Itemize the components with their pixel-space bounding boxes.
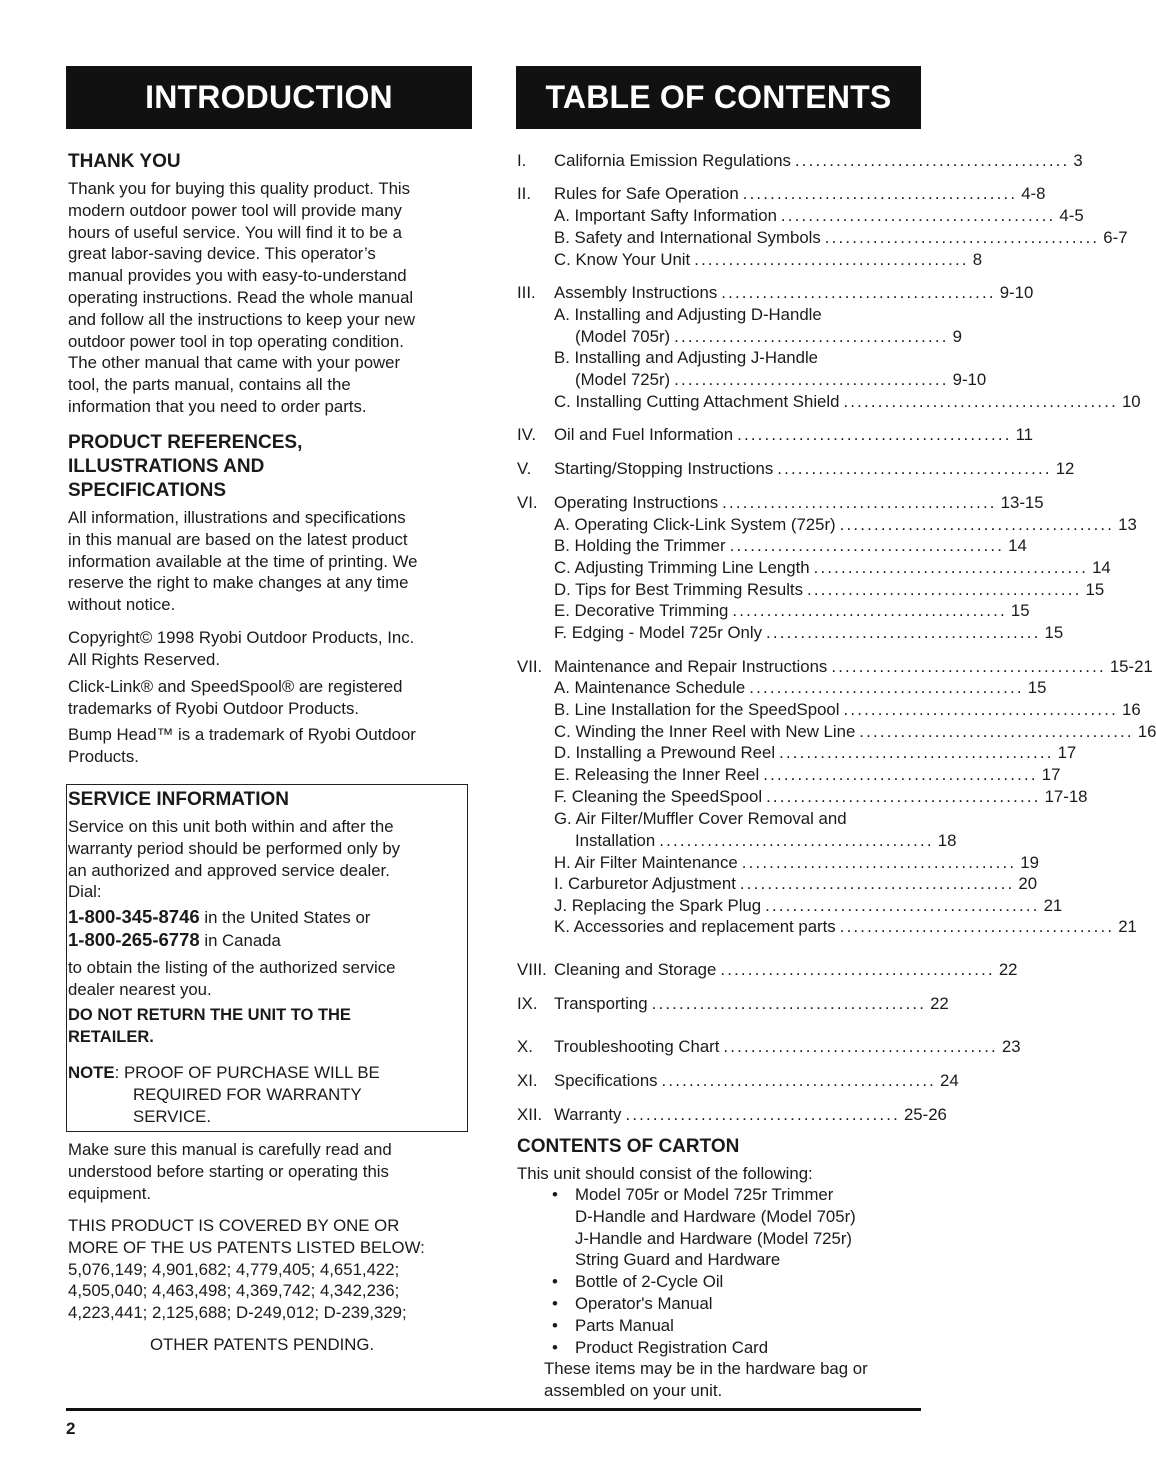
- toc-entry-page: 20: [1018, 874, 1038, 893]
- toc-entry-page: 9: [952, 327, 962, 346]
- toc-entry-title-row: [554, 873, 1038, 895]
- carton-item-text: Parts Manual: [575, 1315, 674, 1335]
- text-line: outdoor power tool in top operating condition.: [68, 331, 404, 351]
- toc-entry-title-row: [554, 304, 917, 326]
- toc-leader-dots: ........................................: [780, 206, 1056, 225]
- toc-entry-title-row: [554, 424, 1034, 446]
- toc-entry-title: K. Accessories and replacement parts: [554, 917, 836, 936]
- text-line: understood before starting or operating this: [68, 1161, 389, 1181]
- phone-canada-suffix: in Canada: [199, 930, 281, 950]
- toc-entry-title: Specifications: [554, 1071, 658, 1090]
- toc-entry-page: 13-15: [1000, 493, 1044, 512]
- toc-entry-page: 16: [1121, 700, 1141, 719]
- introduction-banner: INTRODUCTION: [66, 66, 472, 129]
- carton-item: [552, 1315, 674, 1337]
- toc-entry-title-row: [554, 721, 1156, 743]
- note-text: : PROOF OF PURCHASE WILL BE: [114, 1063, 380, 1082]
- text-line: assembled on your unit.: [544, 1380, 723, 1400]
- carton-item-text: J-Handle and Hardware (Model 725r): [575, 1228, 853, 1248]
- toc-leader-dots: ........................................: [806, 580, 1082, 599]
- note-label: NOTE: [68, 1063, 115, 1082]
- text-line: and follow all the instructions to keep your new: [68, 309, 416, 329]
- toc-entry-title-row: [554, 959, 1018, 981]
- toc-leader-dots: ........................................: [843, 392, 1118, 411]
- text-line: RETAILER.: [68, 1027, 154, 1046]
- text-line: Bump Head™ is a trademark of Ryobi Outdoor: [68, 725, 416, 744]
- text-line: 4,505,040; 4,463,498; 4,369,742; 4,342,236;: [68, 1281, 400, 1301]
- text-line: great labor-saving device. This operator’s: [68, 244, 376, 264]
- toc-entry-page: 3: [1073, 151, 1083, 170]
- toc-entry-title-row: [554, 557, 1111, 579]
- toc-entry-title-row: [575, 326, 962, 348]
- carton-item: [552, 1228, 852, 1250]
- toc-entry-title-row: [554, 227, 1128, 249]
- text-line: information that you need to order parts.: [68, 396, 367, 416]
- footer-divider: [66, 1408, 921, 1411]
- toc-leader-dots: ........................................: [739, 874, 1015, 893]
- phone-number-us: 1-800-345-8746: [68, 906, 200, 927]
- toc-leader-dots: ........................................: [722, 493, 997, 512]
- toc-leader-dots: ........................................: [766, 623, 1041, 642]
- toc-entry-title-row: [554, 1036, 1021, 1058]
- toc-entry-title-row: [554, 1070, 959, 1092]
- toc-entry-title-row: [575, 369, 987, 391]
- toc-entry-title-row: [554, 742, 1077, 764]
- toc-entry-title-row: [554, 492, 1044, 514]
- toc-entry-page: 9-10: [999, 283, 1034, 302]
- heading-line: ILLUSTRATIONS AND: [68, 456, 265, 477]
- toc-leader-dots: ........................................: [721, 283, 996, 302]
- text-line: 4,223,441; 2,125,688; D-249,012; D-239,329;: [68, 1303, 407, 1323]
- thank-you-heading: THANK YOU: [68, 151, 181, 172]
- toc-entry-title: E. Decorative Trimming: [554, 601, 729, 620]
- toc-entry-title-row: [554, 852, 1039, 874]
- toc-entry-title-row: [554, 1104, 947, 1126]
- toc-entry-number: VI.: [517, 493, 538, 512]
- toc-entry-title-row: [554, 150, 1083, 172]
- toc-entry-number: IX.: [517, 994, 538, 1013]
- heading-line: SPECIFICATIONS: [68, 480, 226, 501]
- toc-entry-title-row: [554, 535, 1027, 557]
- toc-entry-page: 14: [1008, 536, 1027, 555]
- toc-entry-page: 23: [1001, 1037, 1021, 1056]
- toc-entry-title: J. Replacing the Spark Plug: [554, 896, 762, 915]
- toc-leader-dots: ........................................: [839, 917, 1115, 936]
- toc-entry-title-row: [554, 808, 917, 830]
- toc-entry-number: XII.: [517, 1105, 543, 1124]
- carton-item-text: Model 705r or Model 725r Trimmer: [575, 1185, 834, 1204]
- toc-entry-title: D. Installing a Prewound Reel: [554, 743, 776, 762]
- toc-entry-title: F. Cleaning the SpeedSpool: [554, 787, 763, 806]
- note-line: REQUIRED FOR WARRANTY: [133, 1084, 362, 1104]
- toc-entry-title: G. Air Filter/Muffler Cover Removal and: [554, 809, 847, 828]
- toc-entry-page: 4-8: [1021, 184, 1046, 203]
- text-line: Dial:: [68, 882, 102, 902]
- text-line: tool, the parts manual, contains all the: [68, 375, 351, 395]
- text-line: Copyright© 1998 Ryobi Outdoor Products, Inc.: [68, 628, 415, 647]
- toc-entry-title: Oil and Fuel Information: [554, 425, 734, 444]
- note-line: SERVICE.: [133, 1106, 212, 1126]
- toc-entry-title: A. Important Safty Information: [554, 206, 777, 225]
- toc-list: [517, 0, 1156, 1140]
- toc-entry-title: A. Maintenance Schedule: [554, 678, 746, 697]
- toc-entry-page: 15: [1085, 580, 1105, 599]
- make-sure-text: [68, 1139, 468, 1204]
- toc-entry-number: VIII.: [517, 960, 547, 979]
- toc-entry-title: California Emission Regulations: [554, 151, 791, 170]
- text-line: warranty period should be performed only by: [68, 838, 401, 858]
- toc-entry-title: I. Carburetor Adjustment: [554, 874, 736, 893]
- bullet-icon: •: [552, 1315, 558, 1335]
- text-line: trademarks of Ryobi Outdoor Products.: [68, 698, 360, 718]
- text-line: Click-Link® and SpeedSpool® are registered: [68, 677, 403, 696]
- bump-head-trademark-text: [68, 724, 468, 768]
- toc-entry-title-row: [554, 699, 1141, 721]
- text-line: MORE OF THE US PATENTS LISTED BELOW:: [68, 1237, 425, 1257]
- toc-leader-dots: ........................................: [749, 678, 1024, 697]
- toc-entry-title: F. Edging - Model 725r Only: [554, 623, 763, 642]
- text-line: 5,076,149; 4,901,682; 4,779,405; 4,651,422;: [68, 1259, 400, 1279]
- toc-entry-page: 17-18: [1044, 787, 1088, 806]
- toc-entry-number: II.: [517, 184, 531, 203]
- toc-leader-dots: ........................................: [777, 459, 1052, 478]
- toc-entry-title-row: [554, 916, 1137, 938]
- toc-entry-title: Installation: [575, 831, 656, 850]
- carton-item: [552, 1206, 856, 1228]
- carton-item-text: String Guard and Hardware: [575, 1250, 781, 1270]
- toc-entry-title-row: [554, 183, 1046, 205]
- text-line: operating instructions. Read the whole manual: [68, 287, 414, 307]
- phone-number-canada: 1-800-265-6778: [68, 928, 200, 950]
- phone-line-canada: [68, 929, 464, 952]
- toc-leader-dots: ........................................: [779, 743, 1054, 762]
- toc-leader-dots: ........................................: [625, 1105, 900, 1124]
- toc-entry-number: III.: [517, 283, 536, 302]
- toc-entry-number: I.: [517, 151, 527, 170]
- toc-leader-dots: ........................................: [659, 831, 934, 850]
- toc-leader-dots: ........................................: [694, 250, 969, 269]
- toc-entry-title: H. Air Filter Maintenance: [554, 853, 738, 872]
- toc-entry-number: V.: [517, 459, 532, 478]
- carton-item: [552, 1184, 833, 1206]
- toc-entry-title: C. Winding the Inner Reel with New Line: [554, 722, 856, 741]
- toc-entry-page: 21: [1043, 896, 1063, 915]
- toc-entry-title: D. Tips for Best Trimming Results: [554, 580, 803, 599]
- toc-leader-dots: ........................................: [651, 994, 927, 1013]
- toc-entry-page: 12: [1055, 459, 1075, 478]
- toc-leader-dots: ........................................: [732, 601, 1007, 620]
- toc-leader-dots: ........................................: [674, 370, 949, 389]
- toc-entry-page: 18: [937, 831, 957, 850]
- text-line: Thank you for buying this quality product. This: [68, 179, 411, 198]
- toc-entry-page: 17: [1057, 743, 1077, 762]
- toc-leader-dots: ........................................: [723, 1037, 998, 1056]
- toc-entry-title-row: [554, 347, 917, 369]
- product-references-heading: [68, 431, 302, 503]
- carton-item: [552, 1337, 768, 1359]
- toc-entry-title: B. Installing and Adjusting J-Handle: [554, 348, 819, 367]
- toc-entry-title-row: [554, 282, 1034, 304]
- text-line: an authorized and approved service dealer.: [68, 860, 390, 880]
- patents-pending-text: OTHER PATENTS PENDING.: [150, 1335, 375, 1354]
- toc-entry-title: Starting/Stopping Instructions: [554, 459, 774, 478]
- toc-entry-page: 19: [1020, 853, 1039, 872]
- toc-entry-number: VII.: [517, 657, 543, 676]
- toc-entry-title-row: [554, 895, 1063, 917]
- text-line: Make sure this manual is carefully read and: [68, 1140, 392, 1159]
- bullet-icon: •: [552, 1185, 558, 1204]
- toc-entry-title-row: [554, 677, 1047, 699]
- toc-entry-page: 17: [1041, 765, 1061, 784]
- text-line: Service on this unit both within and after the: [68, 817, 394, 836]
- toc-entry-page: 22: [930, 994, 949, 1013]
- toc-leader-dots: ........................................: [843, 700, 1118, 719]
- toc-leader-dots: ........................................: [674, 327, 949, 346]
- toc-entry-title-row: [554, 514, 1137, 536]
- carton-item-text: Bottle of 2-Cycle Oil: [575, 1272, 724, 1292]
- toc-entry-title: B. Holding the Trimmer: [554, 536, 726, 555]
- toc-entry-page: 13: [1118, 515, 1137, 534]
- toc-entry-title-row: [554, 656, 1153, 678]
- bullet-icon: •: [552, 1272, 558, 1292]
- text-line: modern outdoor power tool will provide many: [68, 200, 402, 220]
- carton-items-list: [552, 1184, 922, 1359]
- text-line: THIS PRODUCT IS COVERED BY ONE OR: [68, 1216, 400, 1235]
- toc-entry-page: 15-21: [1109, 657, 1153, 676]
- toc-leader-dots: ........................................: [766, 787, 1041, 806]
- carton-item-text: D-Handle and Hardware (Model 705r): [575, 1206, 856, 1226]
- toc-entry-title: B. Line Installation for the SpeedSpool: [554, 700, 840, 719]
- toc-leader-dots: ........................................: [859, 722, 1134, 741]
- toc-entry-title: A. Operating Click-Link System (725r): [554, 515, 836, 534]
- carton-item: [552, 1293, 713, 1315]
- toc-entry-page: 15: [1027, 678, 1047, 697]
- toc-entry-page: 24: [940, 1071, 959, 1090]
- toc-leader-dots: ........................................: [813, 558, 1089, 577]
- toc-entry-page: 15: [1044, 623, 1064, 642]
- toc-leader-dots: ........................................: [720, 960, 995, 979]
- toc-entry-title: B. Safety and International Symbols: [554, 228, 821, 247]
- service-information-heading: SERVICE INFORMATION: [68, 789, 289, 810]
- toc-entry-title: E. Releasing the Inner Reel: [554, 765, 760, 784]
- service-information-text: [68, 816, 464, 903]
- toc-entry-title: (Model 705r): [575, 327, 671, 346]
- text-line: dealer nearest you.: [68, 979, 212, 999]
- toc-entry-page: 16: [1137, 722, 1156, 741]
- toc-entry-number: XI.: [517, 1071, 538, 1090]
- carton-item-text: Product Registration Card: [575, 1337, 769, 1357]
- toc-entry-page: 11: [1015, 425, 1034, 444]
- text-line: information available at the time of printing. We: [68, 551, 418, 571]
- toc-entry-title: C. Know Your Unit: [554, 250, 691, 269]
- toc-entry-title-row: [554, 764, 1061, 786]
- contents-of-carton-heading: CONTENTS OF CARTON: [517, 1136, 740, 1157]
- note-block: [68, 1062, 464, 1127]
- toc-entry-page: 21: [1118, 917, 1137, 936]
- toc-entry-page: 25-26: [903, 1105, 947, 1124]
- toc-entry-page: 6-7: [1103, 228, 1128, 247]
- toc-entry-title: (Model 725r): [575, 370, 671, 389]
- toc-entry-page: 22: [998, 960, 1018, 979]
- patents-text: [68, 1215, 468, 1324]
- toc-entry-title-row: [554, 622, 1064, 644]
- carton-intro-text: This unit should consist of the following:: [517, 1164, 813, 1183]
- text-line: to obtain the listing of the authorized service: [68, 958, 396, 977]
- do-not-return-warning: [68, 1005, 464, 1049]
- toc-entry-title: C. Installing Cutting Attachment Shield: [554, 392, 840, 411]
- toc-leader-dots: ........................................: [661, 1071, 937, 1090]
- text-line: reserve the right to make changes at any time: [68, 573, 409, 593]
- toc-leader-dots: ........................................: [839, 515, 1115, 534]
- toc-entry-title-row: [554, 600, 1030, 622]
- toc-leader-dots: ........................................: [729, 536, 1005, 555]
- toc-leader-dots: ........................................: [824, 228, 1100, 247]
- toc-leader-dots: ........................................: [794, 151, 1070, 170]
- toc-entry-page: 9-10: [952, 370, 987, 389]
- toc-leader-dots: ........................................: [765, 896, 1040, 915]
- copyright-text: [68, 627, 468, 671]
- carton-item: [552, 1271, 723, 1293]
- note-line: [68, 1062, 464, 1084]
- toc-leader-dots: ........................................: [737, 425, 1012, 444]
- toc-entry-title: A. Installing and Adjusting D-Handle: [554, 305, 822, 324]
- toc-entry-page: 8: [972, 250, 983, 269]
- toc-entry-page: 14: [1092, 558, 1111, 577]
- table-of-contents-banner: TABLE OF CONTENTS: [516, 66, 921, 129]
- toc-leader-dots: ........................................: [742, 184, 1018, 203]
- toc-entry-title-row: [554, 993, 949, 1015]
- heading-line: PRODUCT REFERENCES,: [68, 432, 303, 453]
- toc-entry-title: Warranty: [554, 1105, 622, 1124]
- toc-entry-page: 10: [1121, 392, 1141, 411]
- toc-entry-title: Troubleshooting Chart: [554, 1037, 720, 1056]
- bullet-icon: •: [552, 1294, 558, 1313]
- text-line: without notice.: [68, 595, 176, 615]
- page-number: 2: [66, 1419, 76, 1438]
- phone-numbers: [68, 906, 464, 952]
- text-line: manual provides you with easy-to-understand: [68, 266, 407, 286]
- toc-entry-title: Transporting: [554, 994, 648, 1013]
- text-line: All information, illustrations and specifications: [68, 508, 406, 527]
- text-line: All Rights Reserved.: [68, 649, 221, 669]
- toc-leader-dots: ........................................: [831, 657, 1106, 676]
- text-line: These items may be in the hardware bag or: [544, 1359, 868, 1378]
- toc-leader-dots: ........................................: [763, 765, 1038, 784]
- carton-item: [552, 1249, 780, 1271]
- toc-entry-title-row: [554, 205, 1084, 227]
- toc-entry-title-row: [575, 830, 957, 852]
- text-line: DO NOT RETURN THE UNIT TO THE: [68, 1006, 351, 1024]
- text-line: in this manual are based on the latest product: [68, 529, 408, 549]
- toc-entry-title-row: [554, 458, 1075, 480]
- toc-entry-title: Assembly Instructions: [554, 283, 718, 302]
- text-line: hours of useful service. You will find it to be a: [68, 222, 402, 242]
- product-references-text: [68, 507, 468, 616]
- carton-item-text: Operator's Manual: [575, 1294, 713, 1313]
- toc-entry-number: X.: [517, 1037, 533, 1056]
- toc-entry-title: Maintenance and Repair Instructions: [554, 657, 828, 676]
- text-line: Products.: [68, 746, 139, 766]
- toc-entry-page: 15: [1010, 601, 1030, 620]
- trademark-text: [68, 676, 468, 720]
- toc-entry-title-row: [554, 579, 1105, 601]
- carton-closing-text: [544, 1358, 924, 1402]
- toc-entry-title-row: [554, 786, 1088, 808]
- toc-entry-title-row: [554, 391, 1141, 413]
- toc-entry-title: C. Adjusting Trimming Line Length: [554, 558, 810, 577]
- toc-leader-dots: ........................................: [741, 853, 1017, 872]
- toc-entry-title: Cleaning and Storage: [554, 960, 717, 979]
- text-line: equipment.: [68, 1183, 152, 1203]
- bullet-icon: •: [552, 1337, 558, 1357]
- obtain-listing-text: [68, 957, 464, 1001]
- thank-you-text: [68, 178, 468, 418]
- phone-line-us: [68, 906, 464, 929]
- toc-entry-title: Operating Instructions: [554, 493, 719, 512]
- toc-entry-page: 4-5: [1059, 206, 1084, 225]
- phone-us-suffix: in the United States or: [199, 908, 371, 927]
- toc-entry-title-row: [554, 249, 983, 271]
- text-line: The other manual that came with your power: [68, 353, 401, 373]
- toc-entry-number: IV.: [517, 425, 536, 444]
- toc-entry-title: Rules for Safe Operation: [554, 184, 739, 203]
